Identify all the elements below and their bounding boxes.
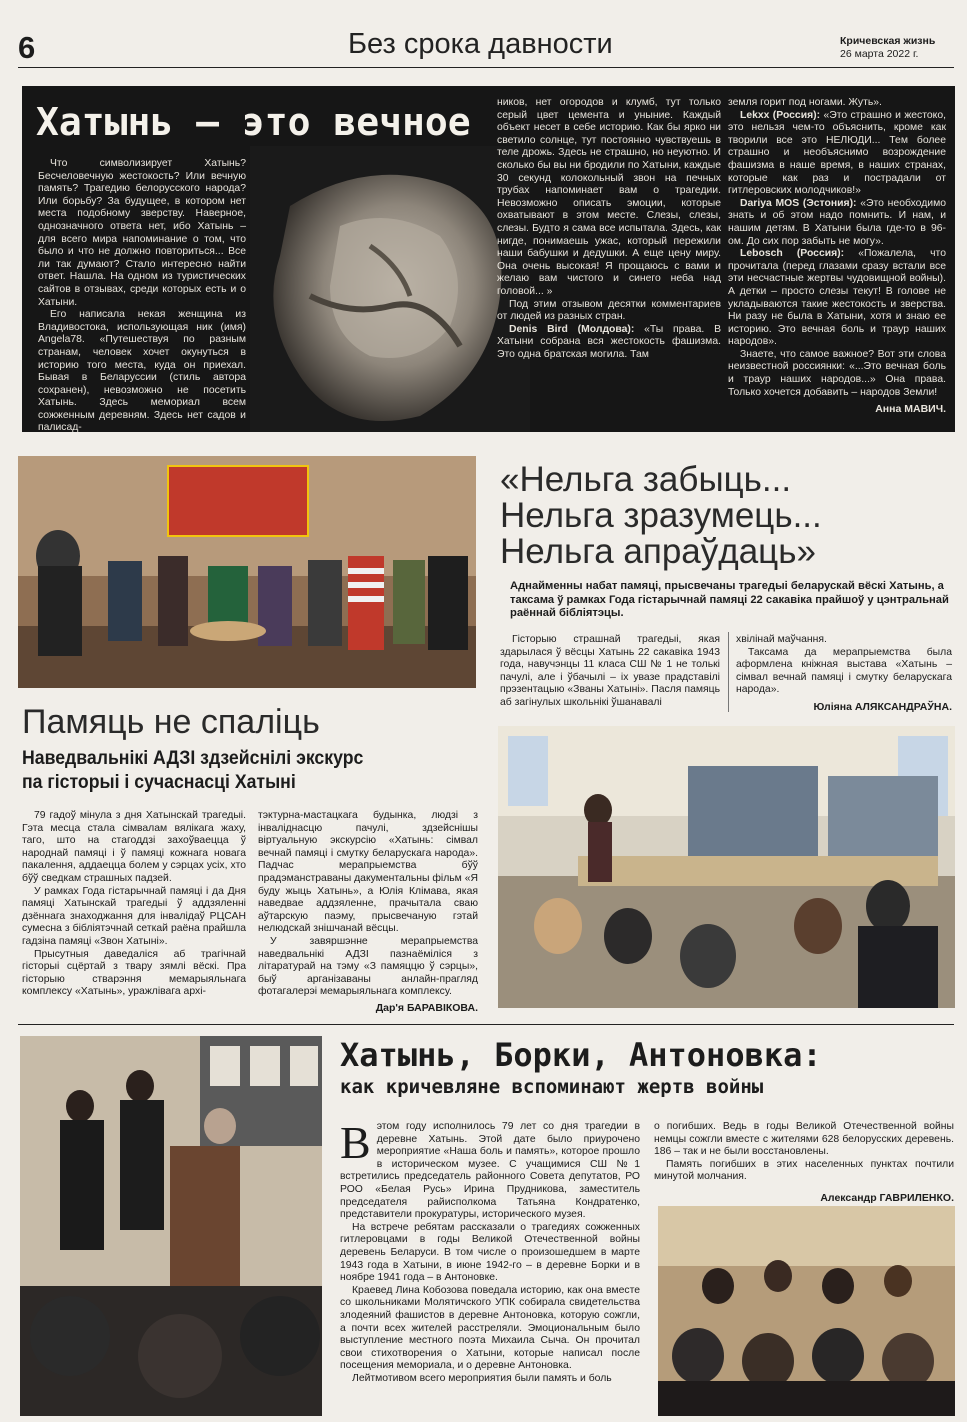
commenter-dariya: Dariya MOS (Эстония): [740,197,857,209]
article1-col2 [497,97,721,361]
library-group-illustration [18,456,476,688]
commenter-lekxx: Lekxx (Россия): [740,109,821,121]
article2-col2-start: хвілінай маўчання. [736,634,827,645]
article2-col1-p1: Гісторыю страшнай трагедыі, якая здарылася ў вёсцы Хатынь 22 сакавіка 1943 года, навучэнцы 11 класа СШ № 1 не толькі пачулі, але і ўбачылі – іх увазе прадставілі прэзентацыю «Званы Хатыні». Пасля памяць аб загінулых школьнікі ўшанавалі [500,634,720,708]
article2-col1 [500,634,720,710]
library-group-photo [18,456,476,688]
article4-col1-p4: Лейтмотивом всего мероприятия были память и боль [352,1372,612,1384]
article3-subtitle-1: Наведвальнікі АДЗІ здзейснілі экскурс [22,748,364,769]
classroom-illustration [498,726,955,1008]
article2-title-line-3: Нельга апраўдаць» [500,532,816,571]
bottom-section-rule [18,1024,954,1025]
rubric-title: Без срока давности [348,28,613,60]
article2-col2-p: Таксама да мерапрыемства была аформлена кніжная выстава «Хатынь – сімвал вечнай памяці і смутку беларускага народа». [736,646,952,696]
article3-title: Памяць не спаліць [22,703,320,741]
article4-col2-p2: Память погибших в этих населенных пунктах почтили минутой молчания. [654,1158,954,1183]
article2-col2 [736,634,952,714]
commenter-lebosch: Lebosch (Россия): [740,248,845,260]
article1-col2-p3 [497,324,721,362]
article4-col1-p1-text: этом году исполнилось 79 лет со дня трагедии в деревне Хатынь. Этой дате было приурочено мероприятие «Наша боль и память», которое прошло в историческом музее. С учащимися СШ №1 встретились председатель районного Совета депутатов, РО РОО «Белая Русь» Ирина Прудникова, заместитель председателя райисполкома Татьяна Кондратенко, представители прокуратуры, исторического музея. [340,1121,640,1221]
comment-lebosch-text: «Пожалела, что прочитала (перед глазами сразу встали все эти несчастные жертвы чудовищной войны). А детки – просто слезы текут! В голове не укладываются такие жестокость и зверства. Ни разу не была в Хатыни, хотя и знаю ее историю. Это вечная боль и траур наших народов». [728,248,946,348]
article1-col2-p2: Под этим отзывом десятки комментариев от людей из разных стран. [497,298,721,323]
article4-col1-p2: На встрече ребятам рассказали о трагедиях сожженных гитлеровцами в годы Великой Отечественной войны деревень Беларуси. В том числе о произошедшем в марте 1943 года в Хатыни, в июне 1942-го – в деревне Борки и в ноябре 1941 года – в Антоновке. [340,1221,640,1284]
students-illustration [658,1206,955,1416]
article2-title-line-1: «Нельга забыць... [500,460,792,499]
article1-author: Анна МАВИЧ. [875,403,946,416]
comment-lekxx-text: «Это страшно и жестоко, это нельзя чем-то объяснить, кроме как творили все это НЕЛЮДИ... Тем более страшно и необъяснимо возрождение фашизма в наше время, в наших странах, которые как раз и пострадали от гитлеровских молодчиков!» [728,109,947,197]
article3-col2-p2: У завяршэнне мерапрыемства наведвальнікі АДЗІ пазнаёміліся з літаратурай на тэму «З памяццю ў сэрцы», быў арганізаваны анлайн-прагляд фотагалерэі мемарыяльнага комплексу. [258,935,478,998]
article4-col1-p1 [340,1117,640,1222]
article3-col2 [258,810,478,1015]
article2-title-line-2: Нельга зразумець... [500,496,822,535]
issue-date: 26 марта 2022 г. [840,48,919,60]
article1-col1 [38,158,246,432]
article1-closing: Знаете, что самое важное? Вот эти слова неизвестной россиянки: «...Это вечная боль и траур наших народов...» Она права. Только хочется добавить – народов Земли! [728,348,946,398]
article4-subtitle: как кричевляне вспоминают жертв войны [340,1076,764,1098]
article4-col1-p3: Краевед Лина Кобозова поведала историю, как она вместе со школьниками Молятичского УПК собирала свидетельства злодеяний фашистов в деревне Антоновка, которую сожгли, а почти всех жителей расстреляли. Эмоциональным было выступление местного поэта Михаила Сыча. Он прочитал свои стихотворения о Хатыни, которые написал после посещения мемориала, и о деревне Антоновка. [340,1284,640,1372]
classroom-photo [498,726,955,1008]
article1-col2-p1: ников, нет огородов и клумб, тут только серый цвет цемента и уныние. Каждый объект несет в себе историю. Как бы ярко ни светило солнце, тут постоянно чувствуешь в теле дрожь. Здесь не страшно, но неуютно. И сколько бы вы ни бродили по Хатыни, каждые 30 секунд колокольный звон на печных трубах напоминает вам о трагедии. Невозможно описать эмоции, которые охватывают в этом месте. Слезы, слезы, слезы. Будто я сама все испытала. Здесь, как нигде, понимаешь ужас, который пережили наши бабушки и дедушки. А еще цену миру. Она очень высокая! Я прощаюсь с вами и желаю вам чистого и синего неба над головой... » [497,97,721,297]
article4-col1 [340,1117,640,1385]
comment-dariya [728,198,946,248]
article3-author: Дар'я БАРАВІКОВА. [375,1001,478,1014]
comment-dariya-text: «Это необходимо знать и об этом надо помнить. И нам, и нашим детям. В Хатыни была где-то в 96-ом. До сих пор забыть не могу». [728,197,946,247]
article1-col1-p1: Что символизирует Хатынь? Бесчеловечную жестокость? Или вечную память? Трагедию белорусского народа? Или борьбу? За будущее, в котором нет места подобному зверству. Наверное, однозначного ответа нет, ибо Хатынь – для всего мира напоминание о том, что было и что не должно повториться... Все ли так думают? Стало интересно найти ответ. Нашла. На одном из туристических сайтов в отзывах, среди которых есть и о Хатыни. [38,158,246,308]
article1-col3 [728,97,946,416]
article1-col1-p2: Его написала некая женщина из Владивостока, использующая ник (имя) Angela78. «Путешествуя по разным странам, человек хочет окунуться в историю того места, куда он приехал. Бывая в Беларуссии (стиль автора сохранен), невозможно не посетить Хатынь. Здесь мемориал всем сожженным деревням. Здесь нет садов и палисад- [38,309,246,432]
article4-title: Хатынь, Борки, Антоновка: [340,1036,822,1074]
comment-denis-text: «Ты права. В Хатыни собрана вся жестокость фашизма. Это одна братская могила. Там [497,323,722,360]
article4-dropcap: В [340,1117,371,1168]
sculpture-photo [250,146,530,432]
article3-col1 [22,810,246,999]
article1-col3-start: земля горит под ногами. Жуть». [728,97,882,108]
article3-col1-p1: 79 гадоў мінула з дня Хатынскай трагедыі. Гэта месца стала сімвалам вялікага жаху, таго, што на стагоддзі захоўваецца ў народнай памяці і ў памяці кожнага новага пакалення, аддаецца болем у сэрцах усіх, хто бўў сведкам страшных падзей. [22,810,246,884]
article2-col-divider [728,632,729,712]
article3-col2-p1: тэктурна-мастацкага будынка, людзі з інваліднасцю пачулі, здзейснішы віртуальную экскурсію «Хатынь: сімвал вечнай памяці і смутку беларускага народа». Падчас мерапрыемства бўў прадэманстраваны дакументальны фільм «Я буду жыць Хатынь», а Юлія Клімава, якая наведвае аддзяленне, прачытала сваю аўтарскую паэму, прысвечаную гэтай нелюдскай знішчанай вёсцы. [258,810,478,935]
museum-illustration [20,1036,322,1416]
article-khatyn-eternal [22,86,955,432]
page-number: 6 [18,30,36,65]
commenter-denis: Denis Bird (Молдова): [509,323,635,335]
article4-col2-p1: о погибших. Ведь в годы Великой Отечественной войны немцы сожгли вместе с жителями 628 белорусских деревень. 186 – так и не были восстановлены. [654,1121,954,1158]
article2-lead: Аднайменны набат памяці, прысвечаны трагедыі беларускай вёскі Хатынь, а таксама ў рамках Года гістарычнай памяці 22 сакавіка прайшоў у цэнтральнай раённай бібліятэцы. [510,580,949,620]
article2-author: Юліяна АЛЯКСАНДРАЎНА. [813,700,952,713]
comment-lebosch [728,248,946,349]
students-audience-photo [658,1206,955,1416]
article3-subtitle-2: па гісторыі і сучаснасці Хатыні [22,772,296,793]
article1-title: Хатынь – это вечное [36,100,471,144]
museum-speakers-photo [20,1036,322,1416]
header-rule [18,67,954,68]
article3-col1-p3: Прысутныя даведаліся аб трагічнай гісторыі сцёртай з твару зямлі вёскі. Пра гісторыю стварэння мемарыяльнага комплексу «Хатынь», уражлівага архі- [22,948,246,998]
article4-author: Александр ГАВРИЛЕНКО. [820,1191,954,1204]
comment-lekxx [728,110,946,198]
paper-name: Кричевская жизнь [840,35,936,47]
article3-col1-p2: У рамках Года гістарычнай памяці і да Дня памяці Хатынскай трагедыі ў аддзяленні дзённага знаходжання для інвалідаў РЦСАН сумесна з бібліятэчнай сеткай раёна прайшла гадзіна памяці «Звон Хатыні». [22,885,246,947]
article4-col2 [654,1121,954,1205]
